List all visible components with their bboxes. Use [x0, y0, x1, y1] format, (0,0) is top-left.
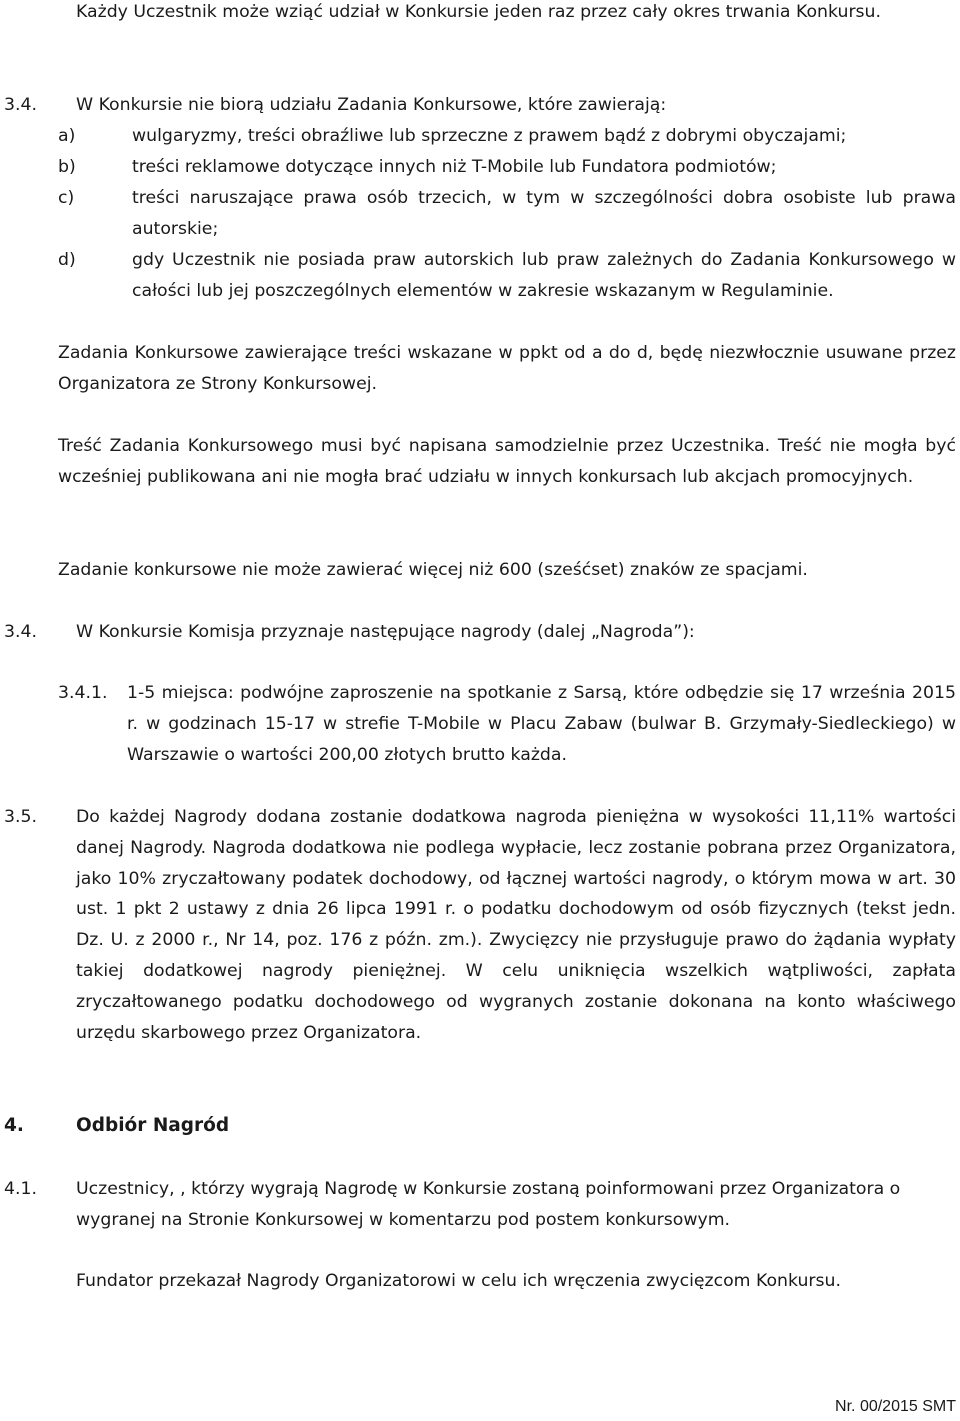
closing-paragraph: Fundator przekazał Nagrody Organizatorowi w celu ich wręczenia zwycięzcom Konkursu.	[76, 1271, 841, 1291]
section-number-4: 4.	[4, 1115, 24, 1136]
list-item-label-d: d)	[58, 250, 76, 270]
winners-notice: Uczestnicy, , którzy wygrają Nagrodę w Konkursie zostaną poinformowani przez Organizatora o wygranej na Stronie Konkursowej w komentarzu pod postem konkursowym.	[76, 1179, 901, 1230]
document-number: Nr. 00/2015 SMT	[835, 1398, 956, 1415]
removal-note: Zadania Konkursowe zawierające treści wskazane w ppkt od a do d, będę niezwłocznie usuwane przez Organizatora ze Strony Konkursowej.	[58, 343, 956, 394]
section-number-3-4: 3.4.	[4, 95, 37, 115]
length-note: Zadanie konkursowe nie może zawierać więcej niż 600 (sześćset) znaków ze spacjami.	[58, 560, 808, 580]
list-item-d: gdy Uczestnik nie posiada praw autorskich lub praw zależnych do Zadania Konkursowego w całości lub jej poszczególnych elementów w zakresie wskazanym w Regulaminie.	[132, 250, 956, 301]
list-item-label-b: b)	[58, 157, 76, 177]
prizes-intro: W Konkursie Komisja przyznaje następujące nagrody (dalej „Nagroda”):	[76, 622, 695, 642]
list-item-c: treści naruszające prawa osób trzecich, w tym w szczególności dobra osobiste lub prawa autorskie;	[132, 188, 956, 239]
section-number-3-4-prizes: 3.4.	[4, 622, 37, 642]
list-item-label-a: a)	[58, 126, 76, 146]
intro-paragraph: Każdy Uczestnik może wziąć udział w Konkursie jeden raz przez cały okres trwania Konkursu.	[76, 2, 881, 22]
tax-paragraph: Do każdej Nagrody dodana zostanie dodatkowa nagroda pieniężna w wysokości 11,11% wartości danej Nagrody. Nagroda dodatkowa nie podlega wypłacie, lecz zostanie pobrana przez Organizatora, jako 10% zryczałtowany podatek dochodowy, od łącznej wartości nagrody, o którym mowa w art. 30 ust. 1 pkt 2 ustawy z dnia 26 lipca 1991 r. o podatku dochodowym od osób fizycznych (tekst jedn. Dz. U. z 2000 r., Nr 14, poz. 176 z późn. zm.). Zwycięzcy nie przysługuje prawo do żądania wypłaty takiej dodatkowej nagrody pieniężnej. W celu uniknięcia wszelkich wątpliwości, zapłata zryczałtowanego podatku dochodowego od wygranych zostanie dokonana na konto właściwego urzędu skarbowego przez Organizatora.	[76, 807, 956, 1043]
originality-note: Treść Zadania Konkursowego musi być napisana samodzielnie przez Uczestnika. Treść nie mogła być wcześniej publikowana ani nie mogła brać udziału w innych konkursach lub akcjach promocyjnych.	[58, 436, 956, 487]
list-item-a: wulgaryzmy, treści obraźliwe lub sprzeczne z prawem bądź z dobrymi obyczajami;	[132, 126, 847, 146]
section-3-4-lead: W Konkursie nie biorą udziału Zadania Konkursowe, które zawierają:	[76, 95, 667, 115]
list-item-b: treści reklamowe dotyczące innych niż T-Mobile lub Fundatora podmiotów;	[132, 157, 777, 177]
section-4-title: Odbiór Nagród	[76, 1115, 230, 1136]
section-number-3-4-1: 3.4.1.	[58, 683, 108, 703]
prize-description: 1-5 miejsca: podwójne zaproszenie na spotkanie z Sarsą, które odbędzie się 17 września 2015 r. w godzinach 15-17 w strefie T-Mobile w Placu Zabaw (bulwar B. Grzymały-Siedleckiego) w Warszawie o wartości 200,00 złotych brutto każda.	[127, 683, 956, 765]
section-number-4-1: 4.1.	[4, 1179, 37, 1199]
list-item-label-c: c)	[58, 188, 75, 208]
section-number-3-5: 3.5.	[4, 807, 37, 827]
